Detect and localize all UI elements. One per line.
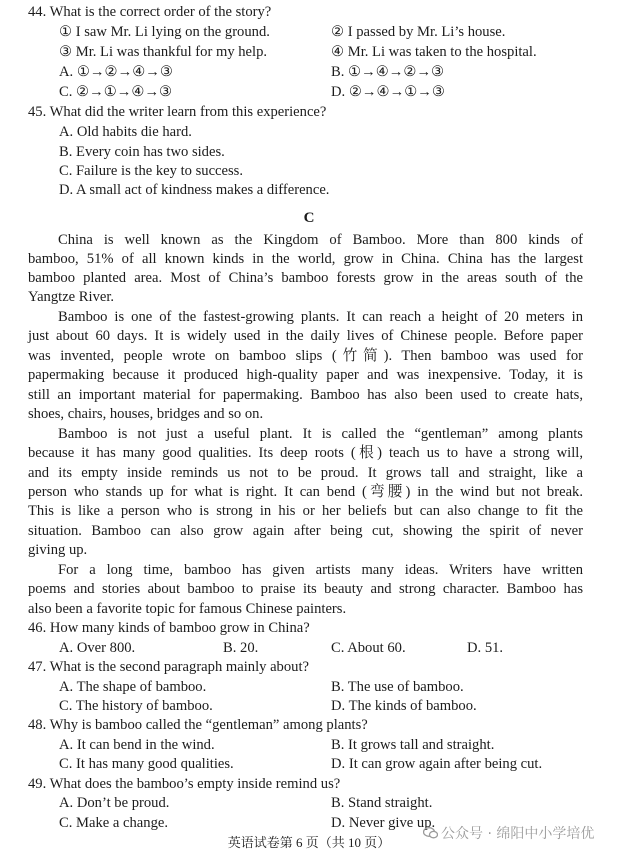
q44-option-a: A. ①→②→④→③ — [59, 64, 173, 80]
q49-option-c: C. Make a change. — [59, 815, 169, 831]
q46-option-b: B. 20. — [223, 640, 259, 656]
q44-item-4: ④ Mr. Li was taken to the hospital. — [331, 44, 537, 60]
passage-line: giving up. — [28, 542, 88, 558]
q49-stem: 49. What does the bamboo’s empty inside remind us? — [28, 776, 341, 792]
passage-line: Yangtze River. — [28, 289, 115, 305]
passage-line: because it has many good qualities. Its deep roots (根) teach us to have a strong will, — [28, 445, 583, 461]
q44-item-2: ② I passed by Mr. Li’s house. — [331, 24, 506, 40]
q47-option-a: A. The shape of bamboo. — [59, 679, 207, 695]
q46-option-a: A. Over 800. — [59, 640, 136, 656]
q45-option-d: D. A small act of kindness makes a difference. — [59, 182, 330, 198]
passage-line: For a long time, bamboo has given artists many ideas. Writers have written — [58, 562, 583, 578]
q45-option-b: B. Every coin has two sides. — [59, 144, 225, 160]
passage-line: Bamboo is one of the fastest-growing plants. It can reach a height of 20 meters in — [58, 309, 583, 325]
q46-stem: 46. How many kinds of bamboo grow in China? — [28, 620, 310, 636]
q49-option-d: D. Never give up. — [331, 815, 436, 831]
q45-stem: 45. What did the writer learn from this experience? — [28, 104, 327, 120]
q47-option-b: B. The use of bamboo. — [331, 679, 464, 695]
q44-item-3: ③ Mr. Li was thankful for my help. — [59, 44, 268, 60]
passage-line: also been a favorite topic for famous Chinese painters. — [28, 601, 347, 617]
watermark — [423, 824, 594, 844]
q47-stem: 47. What is the second paragraph mainly about? — [28, 659, 309, 675]
q48-option-d: D. It can grow again after being cut. — [331, 756, 543, 772]
passage-line: Bamboo is not just a useful plant. It is called the “gentleman” among plants — [58, 426, 583, 442]
passage-line: just about 60 days. It is widely used in the daily lives of Chinese people. Before paper — [28, 328, 583, 344]
q48-option-b: B. It grows tall and straight. — [331, 737, 495, 753]
q47-option-d: D. The kinds of bamboo. — [331, 698, 477, 714]
page-footer: 英语试卷第 6 页（共 10 页） — [227, 835, 391, 850]
q48-option-c: C. It has many good qualities. — [59, 756, 234, 772]
q44-item-1: ① I saw Mr. Li lying on the ground. — [59, 24, 270, 40]
q46-option-d: D. 51. — [467, 640, 504, 656]
q44-stem: 44. What is the correct order of the story? — [28, 4, 272, 20]
watermark-text: 公众号 · 绵阳中小学培优 — [441, 826, 595, 842]
q44-option-b: B. ①→④→②→③ — [331, 64, 445, 80]
passage-line: situation. Bamboo can also grow again after being cut, showing the spirit of never — [28, 523, 583, 539]
passage-line: bamboo planted area. Most of China’s bamboo forests grow in the areas south of the — [28, 270, 583, 286]
passage-line: and its empty inside reminds us not to be proud. It grows tall and straight, like a — [28, 465, 583, 481]
q45-option-c: C. Failure is the key to success. — [59, 163, 244, 179]
passage-line: poems and stories about bamboo to praise its beauty and strong character. Bamboo has — [28, 581, 583, 597]
q46-option-c: C. About 60. — [331, 640, 406, 656]
q44-option-c: C. ②→①→④→③ — [59, 84, 173, 100]
q48-stem: 48. Why is bamboo called the “gentleman” among plants? — [28, 717, 368, 733]
passage-line: shoes, chairs, houses, bridges and so on. — [28, 406, 264, 422]
q47-option-c: C. The history of bamboo. — [59, 698, 213, 714]
q45-option-a: A. Old habits die hard. — [59, 124, 192, 140]
q44-option-d: D. ②→④→①→③ — [331, 84, 445, 100]
q48-option-a: A. It can bend in the wind. — [59, 737, 215, 753]
passage-line: This is like a person who is strong in his or her beliefs but can also change to fit the — [28, 503, 583, 519]
passage-line: still an important material for papermaking. Bamboo has also been used to create hats, — [28, 387, 583, 403]
passage-line: bamboo, 51% of all known kinds in the world, grow in China. China has the largest — [28, 251, 583, 267]
q49-option-a: A. Don’t be proud. — [59, 795, 170, 811]
wechat-icon — [423, 827, 438, 839]
q49-option-b: B. Stand straight. — [331, 795, 433, 811]
passage-title: C — [303, 210, 315, 226]
passage-line: China is well known as the Kingdom of Bamboo. More than 800 kinds of — [58, 232, 583, 248]
passage-line: person who stands up for what is right. It can bend (弯腰) in the wind but not break. — [28, 484, 583, 500]
passage-line: was invented, people wrote on bamboo slips (竹简). Then bamboo was used for — [28, 348, 583, 364]
passage-line: papermaking because it produced high-quality paper and was inexpensive. Today, it is — [28, 367, 583, 383]
